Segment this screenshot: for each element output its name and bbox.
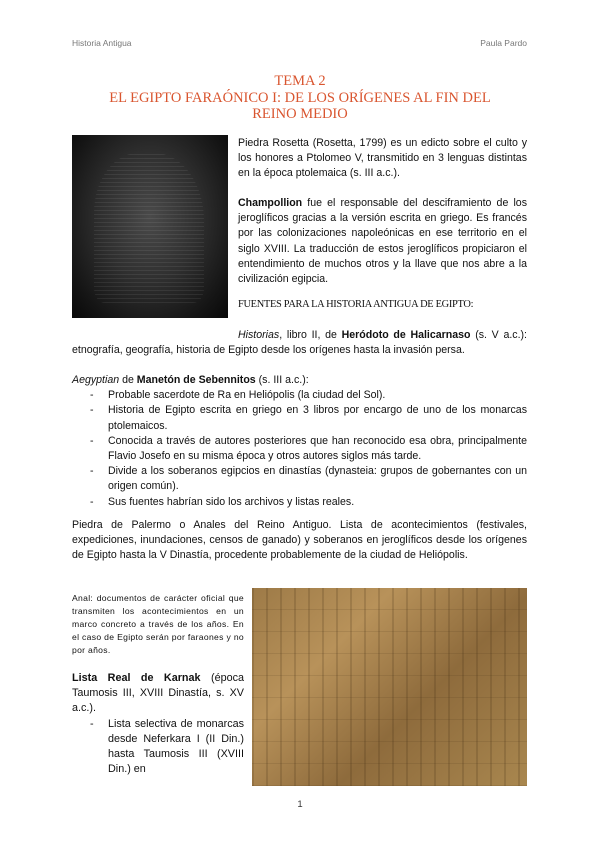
herodoto-paragraph bbox=[72, 328, 527, 358]
herodoto-mid: , libro II, de bbox=[279, 329, 342, 341]
list-item: - Divide a los soberanos egipcios en dinastías (dynasteia: grupos de gobernantes con un origen común). bbox=[72, 464, 527, 494]
maneton-heading bbox=[72, 373, 527, 388]
list-item: - Conocida a través de autores posteriores que han reconocido esa obra, principalmente Flavio Josefo en su misma época y otros autores siglos más tarde. bbox=[72, 434, 527, 464]
palermo-paragraph: Piedra de Palermo o Anales del Reino Antiguo. Lista de acontecimientos (festivales, expediciones, inundaciones, censos de ganado) y soberanos en jeroglíficos desde los orígenes de Egipto hasta la V Dinastía, procedente probablemente de la ciudad de Heliópolis. bbox=[72, 519, 527, 562]
maneton-work: Aegyptian bbox=[72, 374, 120, 386]
header-author: Paula Pardo bbox=[480, 38, 527, 48]
karnak-heading bbox=[72, 671, 244, 717]
maneton-list bbox=[72, 388, 527, 510]
chapter-number: TEMA 2 bbox=[274, 73, 326, 89]
sources-heading: FUENTES PARA LA HISTORIA ANTIGUA DE EGIPTO: bbox=[238, 299, 474, 310]
karnak-title: Lista Real de Karnak bbox=[72, 672, 201, 684]
champollion-paragraph bbox=[238, 196, 527, 287]
list-item: - Lista selectiva de monarcas desde Neferkara I (II Din.) hasta Taumosis III (XVIII Din.) en bbox=[72, 717, 244, 778]
chapter-title: EL EGIPTO FARAÓNICO I: DE LOS ORÍGENES AL FIN DEL REINO MEDIO bbox=[109, 90, 491, 122]
karnak-date: (época Taumosis III, XVIII Dinastía, s. XV a.c.). bbox=[72, 672, 245, 715]
maneton-author: Manetón de Sebennitos bbox=[136, 374, 256, 386]
karnak-section bbox=[72, 671, 244, 777]
champollion-text: fue el responsable del desciframiento de los jeroglíficos gracias a la versión escrita en griego. Es francés por las colonizaciones napoleónicas en ese territorio en el siglo XVIII. La traducción de estos jeroglíficos propiciaron el entendimiento de muchos otros y la llave que nos abre a la civilización egipcia. bbox=[238, 197, 527, 286]
header-course: Historia Antigua bbox=[72, 38, 132, 48]
list-item: - Historia de Egipto escrita en griego en 3 libros por encargo de uno de los monarcas ptolemaicos. bbox=[72, 403, 527, 433]
rosetta-paragraph: Piedra Rosetta (Rosetta, 1799) es un edicto sobre el culto y los honores a Ptolomeo V, transmitido en 3 lenguas distintas en la época ptolemaica (s. III a.c.). bbox=[238, 137, 527, 180]
herodoto-author: Heródoto de Halicarnaso bbox=[341, 329, 471, 341]
anal-note: Anal: documentos de carácter oficial que transmiten los acontecimientos en un marco concreto a través de los años. En el caso de Egipto serán por faraones y no por años. bbox=[72, 593, 244, 655]
maneton-date: (s. III a.c.): bbox=[255, 374, 309, 386]
herodoto-work: Historias bbox=[238, 329, 280, 341]
maneton-section bbox=[72, 373, 527, 510]
list-item: - Sus fuentes habrían sido los archivos y listas reales. bbox=[72, 495, 527, 510]
maneton-mid: de bbox=[119, 374, 137, 386]
karnak-king-list-image bbox=[252, 588, 527, 786]
herodoto-text: (s. V a.c.): etnografía, geografía, historia de Egipto desde los orígenes hasta la invasión persa. bbox=[72, 329, 527, 357]
karnak-list bbox=[72, 717, 244, 778]
list-item: - Probable sacerdote de Ra en Heliópolis (la ciudad del Sol). bbox=[72, 388, 527, 403]
rosetta-stone-image bbox=[72, 135, 228, 318]
page-number: 1 bbox=[297, 799, 303, 810]
champollion-name: Champollion bbox=[238, 197, 303, 209]
